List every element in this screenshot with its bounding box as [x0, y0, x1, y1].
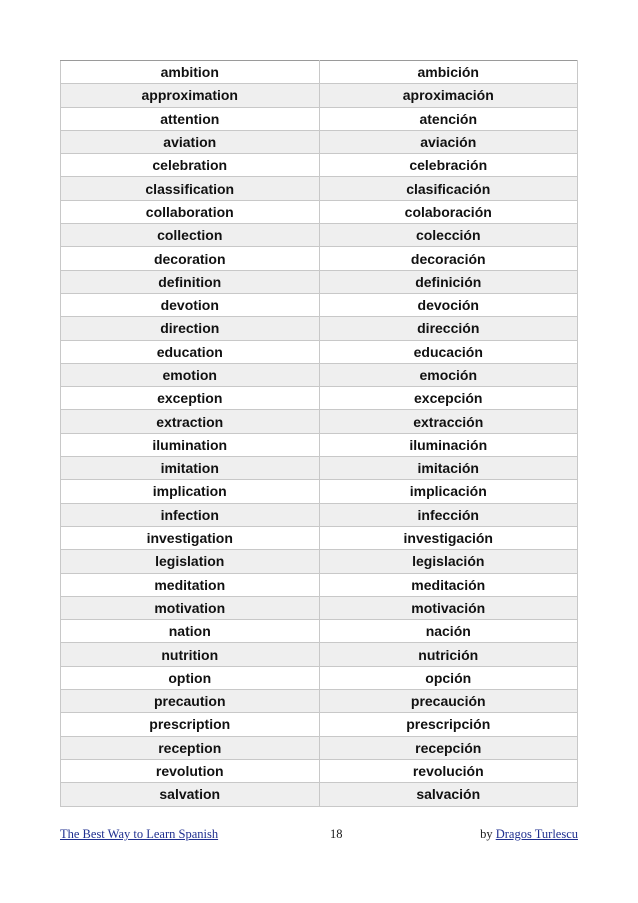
vocabulary-row — [61, 154, 578, 177]
english-word: definition — [61, 270, 320, 293]
english-word: aviation — [61, 130, 320, 153]
english-word: emotion — [61, 363, 320, 386]
vocabulary-row — [61, 643, 578, 666]
spanish-word: imitación — [319, 457, 578, 480]
spanish-word: ambición — [319, 61, 578, 84]
vocabulary-table — [60, 60, 578, 807]
spanish-word: emoción — [319, 363, 578, 386]
spanish-word: infección — [319, 503, 578, 526]
spanish-word: educación — [319, 340, 578, 363]
author-link[interactable]: Dragos Turlescu — [495, 827, 578, 841]
english-word: legislation — [61, 550, 320, 573]
spanish-word: decoración — [319, 247, 578, 270]
vocabulary-row — [61, 503, 578, 526]
spanish-word: nutrición — [319, 643, 578, 666]
spanish-word: iluminación — [319, 433, 578, 456]
english-word: infection — [61, 503, 320, 526]
spanish-word: aviación — [319, 130, 578, 153]
vocabulary-row — [61, 317, 578, 340]
author-prefix: by — [480, 827, 496, 841]
english-word: attention — [61, 107, 320, 130]
vocabulary-row — [61, 480, 578, 503]
spanish-word: extracción — [319, 410, 578, 433]
english-word: implication — [61, 480, 320, 503]
english-word: motivation — [61, 596, 320, 619]
vocabulary-row — [61, 736, 578, 759]
english-word: celebration — [61, 154, 320, 177]
vocabulary-row — [61, 363, 578, 386]
spanish-word: colaboración — [319, 200, 578, 223]
vocabulary-row — [61, 224, 578, 247]
spanish-word: excepción — [319, 387, 578, 410]
english-word: devotion — [61, 293, 320, 316]
author-credit — [480, 827, 578, 842]
vocabulary-row — [61, 620, 578, 643]
english-word: precaution — [61, 690, 320, 713]
spanish-word: opción — [319, 666, 578, 689]
english-word: salvation — [61, 783, 320, 806]
page-footer — [60, 827, 578, 845]
english-word: approximation — [61, 84, 320, 107]
english-word: collaboration — [61, 200, 320, 223]
spanish-word: clasificación — [319, 177, 578, 200]
english-word: prescription — [61, 713, 320, 736]
spanish-word: atención — [319, 107, 578, 130]
vocabulary-row — [61, 457, 578, 480]
english-word: direction — [61, 317, 320, 340]
english-word: investigation — [61, 526, 320, 549]
vocabulary-row — [61, 387, 578, 410]
vocabulary-row — [61, 177, 578, 200]
spanish-word: aproximación — [319, 84, 578, 107]
english-word: classification — [61, 177, 320, 200]
vocabulary-row — [61, 130, 578, 153]
spanish-word: legislación — [319, 550, 578, 573]
english-word: revolution — [61, 759, 320, 782]
vocabulary-row — [61, 573, 578, 596]
spanish-word: celebración — [319, 154, 578, 177]
spanish-word: nación — [319, 620, 578, 643]
spanish-word: precaución — [319, 690, 578, 713]
vocabulary-row — [61, 270, 578, 293]
vocabulary-row — [61, 61, 578, 84]
spanish-word: meditación — [319, 573, 578, 596]
vocabulary-row — [61, 690, 578, 713]
english-word: imitation — [61, 457, 320, 480]
vocabulary-row — [61, 433, 578, 456]
vocabulary-row — [61, 666, 578, 689]
english-word: ambition — [61, 61, 320, 84]
english-word: option — [61, 666, 320, 689]
vocabulary-row — [61, 200, 578, 223]
spanish-word: revolución — [319, 759, 578, 782]
vocabulary-row — [61, 107, 578, 130]
vocabulary-row — [61, 759, 578, 782]
english-word: exception — [61, 387, 320, 410]
english-word: extraction — [61, 410, 320, 433]
spanish-word: devoción — [319, 293, 578, 316]
vocabulary-row — [61, 293, 578, 316]
spanish-word: motivación — [319, 596, 578, 619]
vocabulary-row — [61, 526, 578, 549]
vocabulary-row — [61, 410, 578, 433]
spanish-word: recepción — [319, 736, 578, 759]
english-word: ilumination — [61, 433, 320, 456]
english-word: education — [61, 340, 320, 363]
book-title-link[interactable]: The Best Way to Learn Spanish — [60, 827, 219, 841]
spanish-word: definición — [319, 270, 578, 293]
vocabulary-row — [61, 550, 578, 573]
english-word: nation — [61, 620, 320, 643]
spanish-word: dirección — [319, 317, 578, 340]
vocabulary-table-body — [61, 61, 578, 807]
vocabulary-row — [61, 713, 578, 736]
page-number: 18 — [330, 827, 343, 841]
english-word: reception — [61, 736, 320, 759]
english-word: nutrition — [61, 643, 320, 666]
vocabulary-row — [61, 84, 578, 107]
vocabulary-row — [61, 340, 578, 363]
spanish-word: colección — [319, 224, 578, 247]
vocabulary-row — [61, 596, 578, 619]
english-word: meditation — [61, 573, 320, 596]
spanish-word: prescripción — [319, 713, 578, 736]
vocabulary-row — [61, 783, 578, 806]
spanish-word: implicación — [319, 480, 578, 503]
english-word: decoration — [61, 247, 320, 270]
spanish-word: salvación — [319, 783, 578, 806]
spanish-word: investigación — [319, 526, 578, 549]
english-word: collection — [61, 224, 320, 247]
vocabulary-row — [61, 247, 578, 270]
